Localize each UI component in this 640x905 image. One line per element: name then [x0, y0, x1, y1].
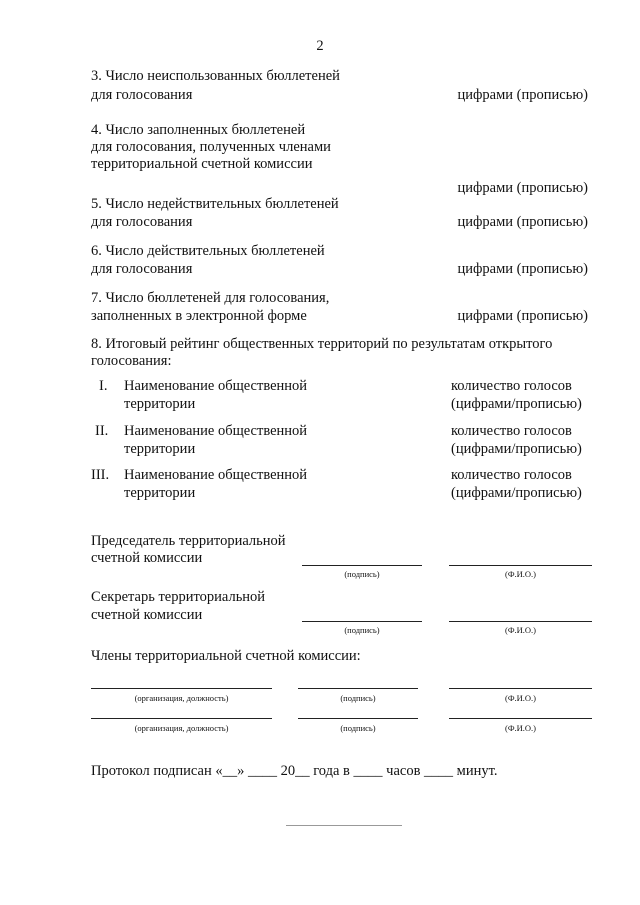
chairman-name-caption: (Ф.И.О.)	[504, 569, 537, 579]
member-org-caption: (организация, должность)	[134, 693, 229, 703]
footer-divider	[286, 825, 402, 826]
member-org-line[interactable]	[91, 718, 272, 719]
members-title: Члены территориальной счетной комиссии:	[91, 648, 361, 664]
member-name-line[interactable]	[449, 718, 592, 719]
rating-row-votes-line1: количество голосов	[451, 378, 572, 394]
rating-row-votes-line2: (цифрами/прописью)	[451, 485, 582, 501]
member-org-line[interactable]	[91, 688, 272, 689]
secretary-signature-line[interactable]	[302, 621, 422, 622]
rating-row-name-line1: Наименование общественной	[124, 423, 308, 439]
member-name-caption: (Ф.И.О.)	[504, 723, 537, 733]
item-6-line2: для голосования	[91, 261, 193, 277]
secretary-label-line2: счетной комиссии	[91, 607, 203, 623]
member-signature-line[interactable]	[298, 718, 418, 719]
rating-row-votes-line1: количество голосов	[451, 467, 572, 483]
rating-row-votes-line2: (цифрами/прописью)	[451, 396, 582, 412]
member-org-caption: (организация, должность)	[134, 723, 229, 733]
item-8-line2: голосования:	[91, 353, 172, 369]
rating-row-votes-line1: количество голосов	[451, 423, 572, 439]
chairman-signature-caption: (подпись)	[344, 569, 380, 579]
item-3-line1: 3. Число неиспользованных бюллетеней	[91, 68, 340, 84]
rating-row-name-line2: территории	[124, 441, 196, 457]
rating-row-number: II.	[95, 423, 109, 439]
secretary-label-line1: Секретарь территориальной	[91, 589, 266, 605]
item-5-value: цифрами (прописью)	[457, 214, 588, 230]
protocol-signed-line: Протокол подписан «__» ____ 20__ года в ____ часов ____ минут.	[91, 763, 498, 779]
chairman-name-line[interactable]	[449, 565, 592, 566]
secretary-name-caption: (Ф.И.О.)	[504, 625, 537, 635]
chairman-label-line2: счетной комиссии	[91, 550, 203, 566]
item-5-line1: 5. Число недействительных бюллетеней	[91, 196, 339, 212]
rating-row-votes-line2: (цифрами/прописью)	[451, 441, 582, 457]
rating-row-name-line1: Наименование общественной	[124, 467, 308, 483]
chairman-label-line1: Председатель территориальной	[91, 533, 286, 549]
member-signature-caption: (подпись)	[340, 723, 376, 733]
rating-row-name-line1: Наименование общественной	[124, 378, 308, 394]
item-7-line2: заполненных в электронной форме	[91, 308, 307, 324]
item-5-line2: для голосования	[91, 214, 193, 230]
member-signature-caption: (подпись)	[340, 693, 376, 703]
item-7-line1: 7. Число бюллетеней для голосования,	[91, 290, 330, 306]
item-4-line1: 4. Число заполненных бюллетеней	[91, 122, 306, 138]
item-7-value: цифрами (прописью)	[457, 308, 588, 324]
rating-row-number: III.	[91, 467, 110, 483]
item-6-value: цифрами (прописью)	[457, 261, 588, 277]
secretary-name-line[interactable]	[449, 621, 592, 622]
item-4-line3: территориальной счетной комиссии	[91, 156, 313, 172]
item-4-value: цифрами (прописью)	[457, 180, 588, 196]
item-8-line1: 8. Итоговый рейтинг общественных территорий по результатам открытого	[91, 336, 553, 352]
member-signature-line[interactable]	[298, 688, 418, 689]
rating-row-number: I.	[99, 378, 108, 394]
item-3-line2: для голосования	[91, 87, 193, 103]
member-name-line[interactable]	[449, 688, 592, 689]
secretary-signature-caption: (подпись)	[344, 625, 380, 635]
member-name-caption: (Ф.И.О.)	[504, 693, 537, 703]
item-6-line1: 6. Число действительных бюллетеней	[91, 243, 325, 259]
item-3-value: цифрами (прописью)	[457, 87, 588, 103]
page-number: 2	[316, 38, 324, 54]
chairman-signature-line[interactable]	[302, 565, 422, 566]
rating-row-name-line2: территории	[124, 485, 196, 501]
rating-row-name-line2: территории	[124, 396, 196, 412]
item-4-line2: для голосования, полученных членами	[91, 139, 331, 155]
